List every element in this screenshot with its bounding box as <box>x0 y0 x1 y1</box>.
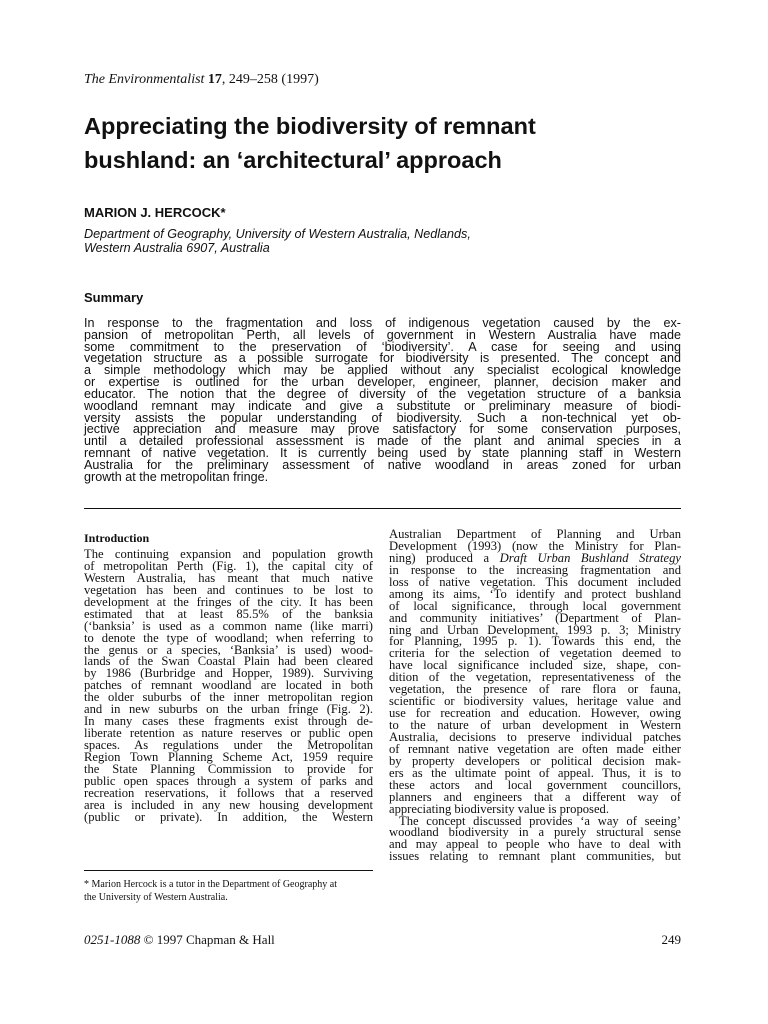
affiliation-line: Western Australia 6907, Australia <box>84 241 270 255</box>
body-line: and community initiatives’ (Department of Plan- <box>389 610 681 625</box>
introduction-heading: Introduction <box>84 531 150 545</box>
journal-name: The Environmentalist <box>84 72 205 87</box>
author-name: MARION J. HERCOCK* <box>84 205 226 220</box>
body-line: of remnant native vegetation are often made either <box>389 741 681 756</box>
body-line: In many cases these fragments exist through de- <box>84 714 373 729</box>
introduction-text-left <box>84 549 373 824</box>
body-line: The continuing expansion and population growth <box>84 547 373 561</box>
right-column <box>389 529 681 863</box>
body-line: Development (1993) (now the Ministry for Plan- <box>389 538 681 553</box>
page-number: 249 <box>661 932 681 947</box>
summary-abstract <box>84 318 681 484</box>
strategy-title: Draft Urban Bushland Strategy <box>499 550 681 565</box>
body-line: the genus or a species, ‘Banksia’ is used) wood- <box>84 642 373 657</box>
body-line: patches of remnant woodland are located in both <box>84 678 373 693</box>
body-line: The concept discussed provides ‘a way of seeing’ <box>399 813 681 828</box>
body-line: issues relating to remnant plant communities, but <box>389 849 681 864</box>
summary-line: vegetation structure as a possible surrogate for biodiversity is presented. The concept and <box>84 351 681 366</box>
summary-line: remnant of native vegetation. It is currently being used by state planning staff in Western <box>84 446 681 461</box>
body-line: and in new suburbs on the urban fringe (Fig. 2). <box>84 702 373 717</box>
body-line: ning and Urban Development, 1993 p. 3; Ministry <box>389 622 681 637</box>
body-line: development at the fringes of the city. It has been <box>84 594 373 609</box>
body-line: Australia, decisions to preserve individual patches <box>389 729 681 744</box>
copyright-line <box>84 932 275 948</box>
body-line: of local significance, through local government <box>389 598 681 613</box>
body-line: spaces. As regulations under the Metropolitan <box>84 738 373 752</box>
body-line: the older suburbs of the inner metropolitan region <box>84 690 373 705</box>
summary-line: Australia for the preliminary assessment of native woodland in areas zoned for urban <box>84 457 681 472</box>
body-line: of metropolitan Perth (Fig. 1), the capital city of <box>84 558 373 573</box>
body-line: recreation reservations, it follows that a reserved <box>84 785 373 800</box>
body-text: ning) produced a <box>389 550 500 565</box>
body-line: have local significance included size, shape, con- <box>389 658 681 673</box>
title-line: bushland: an ‘architectural’ approach <box>84 147 502 173</box>
footnote-divider <box>84 870 373 871</box>
body-line: lands of the Swan Coastal Plain had been cleared <box>84 654 373 669</box>
footnote-line: * Marion Hercock is a tutor in the Department of Geography at <box>84 879 337 890</box>
title-line: Appreciating the biodiversity of remnant <box>84 113 536 139</box>
body-line: for Planning, 1995 p. 1). Towards this end, the <box>389 634 681 649</box>
summary-line: pansion of metropolitan Perth, all levels of government in Western Australia have made <box>84 327 681 342</box>
body-line: (‘banksia’ is used as a common name (like marri) <box>84 618 373 633</box>
copyright: © 1997 Chapman & Hall <box>140 932 275 947</box>
summary-heading: Summary <box>84 290 144 305</box>
body-line: woodland biodiversity in a purely structural sense <box>389 825 681 840</box>
body-line: by 1986 (Burbridge and Hopper, 1989). Surviving <box>84 666 373 681</box>
body-line: loss of native vegetation. This document included <box>389 574 681 589</box>
summary-line: In response to the fragmentation and loss of indigenous vegetation caused by the ex- <box>84 316 681 330</box>
author-footnote <box>84 879 384 904</box>
body-line: the State Planning Commission to provide for <box>84 761 373 776</box>
body-line: area is included in any new housing development <box>84 797 373 812</box>
body-line: to the nature of urban development in Western <box>389 718 681 732</box>
body-line: criteria for the selection of vegetation deemed to <box>389 646 681 661</box>
body-line: planners and engineers that a different way of <box>389 789 681 804</box>
introduction-text-right <box>389 562 681 816</box>
article-title <box>84 109 684 177</box>
body-line: public open spaces through a system of parks and <box>84 773 373 788</box>
body-line: liberate retention as nature reserves or public open <box>84 726 373 741</box>
introduction-text-right-continued <box>389 813 681 864</box>
body-line: Western Australia, has meant that much native <box>84 570 373 585</box>
body-line: dition of the vegetation, representativeness of the <box>389 670 681 685</box>
left-column <box>84 531 373 824</box>
body-line: scientific or biodiversity values, heritage value and <box>389 694 681 709</box>
body-line: and may appeal to people who have to deal with <box>389 837 681 852</box>
body-line: vegetation, the presence of rare flora or fauna, <box>389 682 681 697</box>
author-affiliation <box>84 227 684 255</box>
summary-line: educator. The notion that the degree of diversity of the vegetation structure of a banksia <box>84 386 681 401</box>
summary-divider <box>84 508 681 509</box>
summary-line: or expertise is outlined for the urban developer, engineer, planner, decision maker and <box>84 375 681 390</box>
body-line: ers as the ultimate point of appeal. Thus, it is to <box>389 765 681 780</box>
summary-line: some commitment to the preservation of ‘biodiversity’. A case for seeing and using <box>84 339 681 354</box>
body-line: use for recreation and education. However, owing <box>389 706 681 721</box>
summary-line: growth at the metropolitan fringe. <box>84 469 269 484</box>
summary-line: until a detailed professional assessment is made of the plant and animal species in a <box>84 434 681 449</box>
summary-line: versity assists the popular understanding of biodiversity. Such a non-technical yet ob- <box>84 410 681 425</box>
footnote-line: the University of Western Australia. <box>84 891 228 903</box>
body-line: estimated that at least 85.5% of the banksia <box>84 606 373 621</box>
issn: 0251-1088 <box>84 932 141 947</box>
body-line: Region Town Planning Scheme Act, 1959 require <box>84 749 373 764</box>
summary-line: woodland remnant may indicate and give a substitute or preliminary measure of biodi- <box>84 398 681 413</box>
journal-citation <box>84 71 684 88</box>
body-line: by property developers or political decision mak- <box>389 753 681 768</box>
journal-volume: 17 <box>207 72 222 87</box>
summary-line: a simple methodology which may be applied without any specialist ecological knowledge <box>84 363 681 378</box>
body-line: vegetation has been and continues to be lost to <box>84 582 373 597</box>
body-line: to denote the type of woodland; when referring to <box>84 630 373 645</box>
affiliation-line: Department of Geography, University of Western Australia, Nedlands, <box>84 227 471 241</box>
journal-pages-year: , 249–258 (1997) <box>221 72 319 87</box>
body-line: appreciating biodiversity value is proposed. <box>389 801 609 816</box>
body-line: in response to the increasing fragmentation and <box>389 562 681 577</box>
body-line: (public or private). In addition, the Western <box>84 809 373 824</box>
body-line: among its aims, ‘To identify and protect bushland <box>389 586 681 601</box>
body-line: these actors and local government councillors, <box>389 777 681 792</box>
body-line: Australian Department of Planning and Urban <box>389 527 681 541</box>
summary-line: jective appreciation and measure may prove satisfactory for some conservation purposes, <box>84 422 681 437</box>
